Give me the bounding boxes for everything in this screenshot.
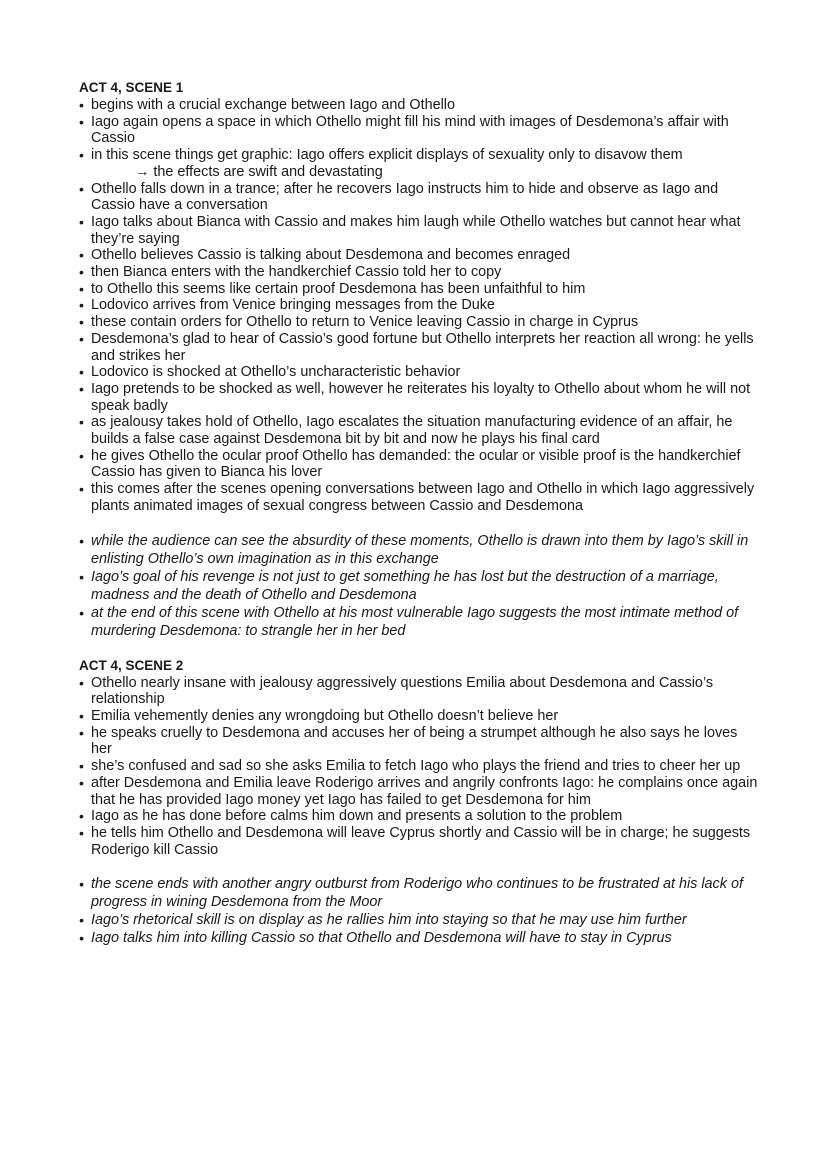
bullet-icon: •	[79, 808, 84, 825]
list-item	[79, 911, 759, 929]
list-item	[79, 381, 759, 414]
bullet-icon: •	[79, 707, 84, 724]
bullet-icon: •	[79, 280, 84, 297]
list-item-text: Lodovico arrives from Venice bringing messages from the Duke	[91, 297, 495, 314]
bullet-icon: •	[79, 674, 84, 691]
list-item	[79, 314, 759, 331]
list-item	[79, 448, 759, 481]
list-item	[79, 758, 759, 775]
list-item	[79, 568, 759, 604]
bullet-icon: •	[79, 97, 84, 113]
list-item	[79, 604, 759, 640]
list-item-text: he gives Othello the ocular proof Othello has demanded: the ocular or visible proof is the handkerchief Cassio has given to Bianca his lover	[91, 447, 741, 481]
bullet-icon: •	[79, 364, 84, 381]
bullet-icon: •	[79, 297, 84, 314]
list-item	[79, 675, 759, 708]
list-item-text: as jealousy takes hold of Othello, Iago escalates the situation manufacturing evidence of an affair, he builds a false case against Desdemona bit by bit and now he plays his final card	[91, 414, 733, 448]
scene2-bullet-list	[79, 675, 759, 859]
list-item	[79, 708, 759, 725]
list-item	[79, 414, 759, 447]
list-item-text: Iago again opens a space in which Othello might fill his mind with images of Desdemona’s affair with Cassio	[91, 113, 729, 147]
bullet-icon: •	[79, 380, 84, 397]
bullet-icon: •	[79, 758, 84, 775]
bullet-icon: •	[79, 147, 84, 164]
list-item-text: Iago talks him into killing Cassio so that Othello and Desdemona will have to stay in Cyprus	[91, 930, 672, 947]
list-item	[79, 929, 759, 947]
bullet-icon: •	[79, 314, 84, 331]
bullet-icon: •	[79, 930, 84, 947]
list-item-text: Desdemona’s glad to hear of Cassio’s good fortune but Othello interprets her reaction all wrong: he yells and strikes her	[91, 330, 754, 364]
bullet-icon: •	[79, 568, 84, 585]
list-item	[79, 808, 759, 825]
bullet-icon: •	[79, 604, 84, 621]
list-item	[79, 725, 759, 758]
spacer	[79, 515, 759, 532]
list-item	[79, 181, 759, 214]
list-item	[79, 331, 759, 364]
spacer	[79, 858, 759, 875]
list-item-text: Iago as he has done before calms him down and presents a solution to the problem	[91, 808, 623, 825]
spacer	[79, 640, 759, 658]
list-item-text: Iago pretends to be shocked as well, however he reiterates his loyalty to Othello about whom he will not speak badly	[91, 380, 751, 414]
bullet-icon: •	[79, 447, 84, 464]
list-item-text: in this scene things get graphic: Iago offers explicit displays of sexuality only to disavow them	[91, 147, 683, 164]
bullet-icon: •	[79, 532, 84, 549]
list-item	[79, 825, 759, 858]
list-item-text: while the audience can see the absurdity of these moments, Othello is drawn into them by Iago’s skill in enlisting Othello’s own imagination as in this exchange	[91, 532, 749, 567]
list-item-text: at the end of this scene with Othello at his most vulnerable Iago suggests the most intimate method of murdering Desdemona: to strangle her in her bed	[91, 604, 739, 639]
bullet-icon: •	[79, 481, 84, 498]
bullet-icon: •	[79, 247, 84, 264]
list-item-text: begins with a crucial exchange between Iago and Othello	[91, 97, 456, 113]
list-item	[79, 481, 759, 514]
list-item-text: after Desdemona and Emilia leave Roderigo arrives and angrily confronts Iago: he complains once again that he has provided Iago money yet Iago has failed to get Desdemona for him	[91, 774, 758, 808]
list-item-text: this comes after the scenes opening conversations between Iago and Othello in which Iago aggressively plants animated images of sexual congress between Cassio and Desdemona	[91, 481, 755, 514]
list-item-text: Iago’s rhetorical skill is on display as he rallies him into staying so that he may use him further	[91, 912, 687, 929]
list-item-text: Iago talks about Bianca with Cassio and makes him laugh while Othello watches but cannot hear what they’re saying	[91, 213, 741, 247]
list-item-text: Othello believes Cassio is talking about Desdemona and becomes enraged	[91, 247, 571, 264]
bullet-icon: •	[79, 724, 84, 741]
list-item	[79, 297, 759, 314]
list-item	[79, 532, 759, 568]
scene1-bullet-list	[79, 97, 759, 164]
bullet-icon: •	[79, 180, 84, 197]
list-item	[79, 97, 759, 114]
list-item-text: these contain orders for Othello to return to Venice leaving Cassio in charge in Cyprus	[91, 314, 639, 331]
list-item	[79, 114, 759, 147]
sub-point-arrow: → the effects are swift and devastating	[135, 163, 383, 180]
list-item-text: then Bianca enters with the handkerchief Cassio told her to copy	[91, 264, 502, 281]
list-item	[79, 214, 759, 247]
document-page	[79, 80, 759, 947]
bullet-icon: •	[79, 414, 84, 431]
list-item-text: Othello nearly insane with jealousy aggressively questions Emilia about Desdemona and Cassio’s relationship	[91, 674, 714, 708]
list-item	[79, 364, 759, 381]
bullet-icon: •	[79, 876, 84, 893]
bullet-icon: •	[79, 824, 84, 841]
section-heading-act4-scene2: ACT 4, SCENE 2	[79, 657, 184, 673]
scene1-italic-bullet-list	[79, 532, 759, 640]
bullet-icon: •	[79, 774, 84, 791]
list-item-text: Iago’s goal of his revenge is not just to get something he has lost but the destruction of a marriage, madness and the death of Othello and Desdemona	[91, 568, 719, 603]
list-item-text: the scene ends with another angry outburst from Roderigo who continues to be frustrated at his lack of progress in wining Desdemona from the Moor	[91, 876, 743, 911]
section-heading-act4-scene1: ACT 4, SCENE 1	[79, 80, 184, 95]
list-item	[79, 775, 759, 808]
list-item-text: to Othello this seems like certain proof Desdemona has been unfaithful to him	[91, 280, 586, 297]
bullet-icon: •	[79, 113, 84, 130]
scene2-italic-bullet-list	[79, 875, 759, 947]
list-item-text: he tells him Othello and Desdemona will leave Cyprus shortly and Cassio will be in charge; he suggests Roderigo kill Cassio	[91, 824, 751, 858]
list-item-text: he speaks cruelly to Desdemona and accuses her of being a strumpet although he also says he loves her	[91, 724, 738, 758]
list-item	[79, 247, 759, 264]
list-item-text: Othello falls down in a trance; after he recovers Iago instructs him to hide and observe as Iago and Cassio have a conversation	[91, 180, 719, 214]
bullet-icon: •	[79, 330, 84, 347]
scene1-bullet-list-continued	[79, 181, 759, 515]
list-item	[79, 875, 759, 911]
list-item	[79, 264, 759, 281]
bullet-icon: •	[79, 213, 84, 230]
bullet-icon: •	[79, 264, 84, 281]
list-item-text: Emilia vehemently denies any wrongdoing but Othello doesn’t believe her	[91, 707, 559, 724]
list-item-text: she’s confused and sad so she asks Emilia to fetch Iago who plays the friend and tries to cheer her up	[91, 758, 741, 775]
bullet-icon: •	[79, 912, 84, 929]
list-item	[79, 147, 759, 164]
list-item-text: Lodovico is shocked at Othello’s uncharacteristic behavior	[91, 364, 461, 381]
list-item	[79, 281, 759, 298]
